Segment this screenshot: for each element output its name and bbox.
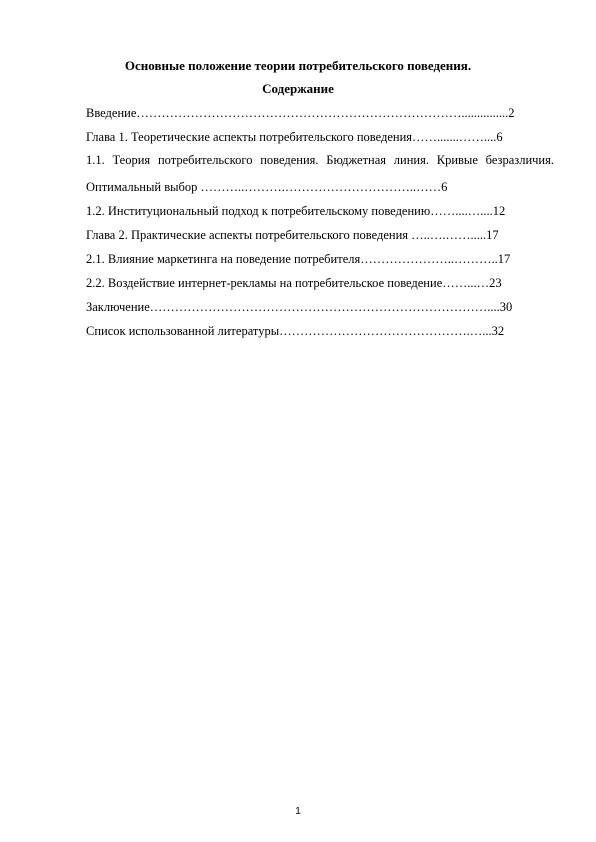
toc-entry-conclusion: Заключение………………………………………………………………………....30 <box>86 300 513 314</box>
toc-entry-section-2-1: 2.1. Влияние маркетинга на поведение потребителя…………………..………..17 <box>86 252 511 266</box>
toc-entry-section-1-1: 1.1. Теория потребительского поведения. Бюджетная линия. Кривые безразличия. Оптимальный выбор ………..……….…………………………..……6 <box>86 153 554 194</box>
document-title: Основные положение теории потребительского поведения. <box>124 58 472 73</box>
toc-entry-introduction: Введение……………………………………………………………………...............2 <box>86 106 515 120</box>
toc-entry-section-2-2: 2.2. Воздействие интернет-рекламы на потребительское поведение……...…23 <box>86 276 502 290</box>
toc-heading: Содержание <box>262 81 334 96</box>
toc-entry-chapter-1: Глава 1. Теоретические аспекты потребительского поведения…….......……....6 <box>86 130 503 144</box>
page-number: 1 <box>295 806 301 817</box>
toc-entry-chapter-2: Глава 2. Практические аспекты потребительского поведения …..….…….....17 <box>86 228 499 242</box>
toc-entry-references: Список использованной литературы……………………………………….…...32 <box>86 324 505 338</box>
table-of-contents <box>86 105 554 347</box>
toc-entry-section-1-2: 1.2. Институциональный подход к потребительскому поведению……....…....12 <box>86 204 506 218</box>
